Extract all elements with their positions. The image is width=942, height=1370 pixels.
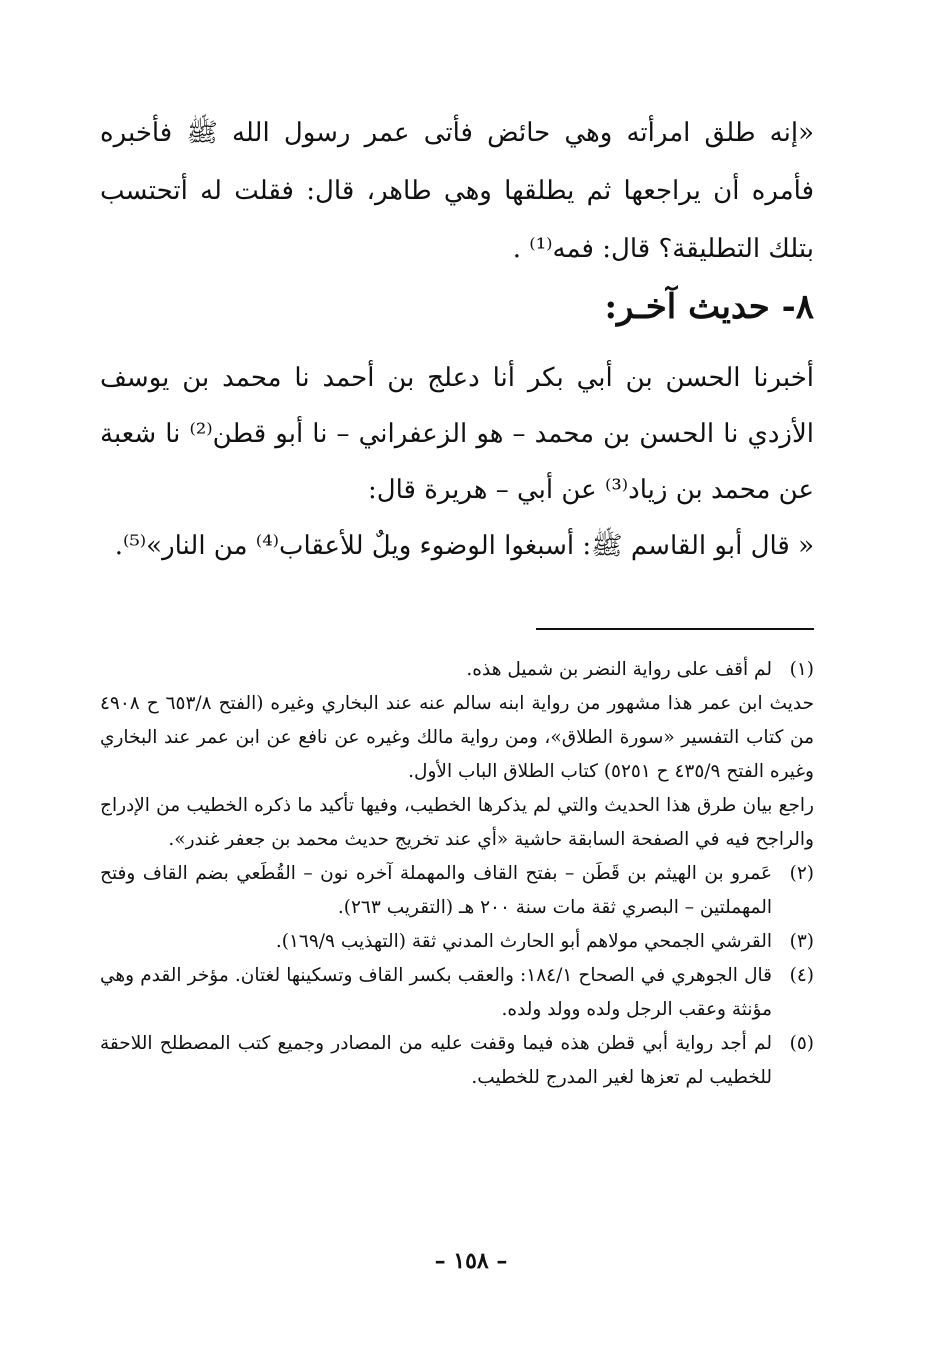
footnote-number: (٤) [789,965,814,986]
footnote-number: (١) [789,659,814,680]
section-heading: ٨- حديث آخـر: [604,287,814,327]
footnote-text: قال الجوهري في الصحاح ١٨٤/١: والعقب بكسر القاف وتسكينها لغتان. مؤخر القدم وهي مؤنثة وعقب الرجل ولده وولد ولده. [100,965,772,1020]
footnotes-section [100,653,814,1095]
footnote-divider [536,628,814,630]
footnote-number: (٢) [789,863,814,884]
footnote-2 [100,857,814,925]
footnote-number: (٣) [789,931,814,952]
footnote-4 [100,959,814,1027]
footnote-number: (٥) [789,1033,814,1054]
hadith-quote: « قال أبو القاسم ﷺ: أسبغوا الوضوء ويلٌ للأعقاب⁽⁴⁾ من النار»⁽⁵⁾. [114,531,814,561]
body-paragraph-1: «إنه طلق امرأته وهي حائض فأتى عمر رسول الله ﷺ فأخبره فأمره أن يراجعها ثم يطلقها وهي طاهر، قال: فقلت له أتحتسب بتلك التطليقة؟ قال: فمه⁽¹⁾ . [100,118,814,264]
footnote-text: القرشي الجمحي مولاهم أبو الحارث المدني ثقة (التهذيب ١٦٩/٩). [275,931,772,952]
footnote-text: حديث ابن عمر هذا مشهور من رواية ابنه سالم عنه عند البخاري وغيره (الفتح ٦٥٣/٨ ح ٤٩٠٨ من كتاب التفسير «سورة الطلاق»، ومن رواية مالك وغيره عن نافع عن ابن عمر عند البخاري وغيره الفتح ٤٣٥/٩ ح ٥٢٥١) كتاب الطلاق الباب الأول. [100,693,815,782]
footnote-text: لم أقف على رواية النضر بن شميل هذه. [466,659,772,680]
footnote-text: راجع بيان طرق هذا الحديث والتي لم يذكرها الخطيب، وفيها تأكيد ما ذكره الخطيب من الإدراج والراجح فيه في الصفحة السابقة حاشية «أي عند تخريج حديث محمد بن جعفر غندر». [100,795,814,850]
footnote-text: لم أجد رواية أبي قطن هذه فيما وقفت عليه من المصادر وجميع كتب المصطلح اللاحقة للخطيب لم تعزها لغير المدرج للخطيب. [100,1033,772,1088]
footnote-1-continuation [100,687,814,857]
footnote-1 [100,653,814,687]
page-number: – ١٥٨ – [434,1248,508,1274]
footnote-text: عَمرو بن الهيثم بن قَطَن – بفتح القاف والمهملة آخره نون – القُطَعي بضم القاف وفتح المهملتين – البصري ثقة مات سنة ٢٠٠ هـ (التقريب ٢٦٣). [100,863,772,918]
body-paragraph-2: أخبرنا الحسن بن أبي بكر أنا دعلج بن أحمد نا محمد بن يوسف الأزدي نا الحسن بن محمد – هو الزعفراني – نا أبو قطن⁽²⁾ نا شعبة عن محمد بن زياد⁽³⁾ عن أبي – هريرة قال: [100,363,815,505]
footnote-3 [100,925,814,959]
footnote-5 [100,1027,814,1095]
